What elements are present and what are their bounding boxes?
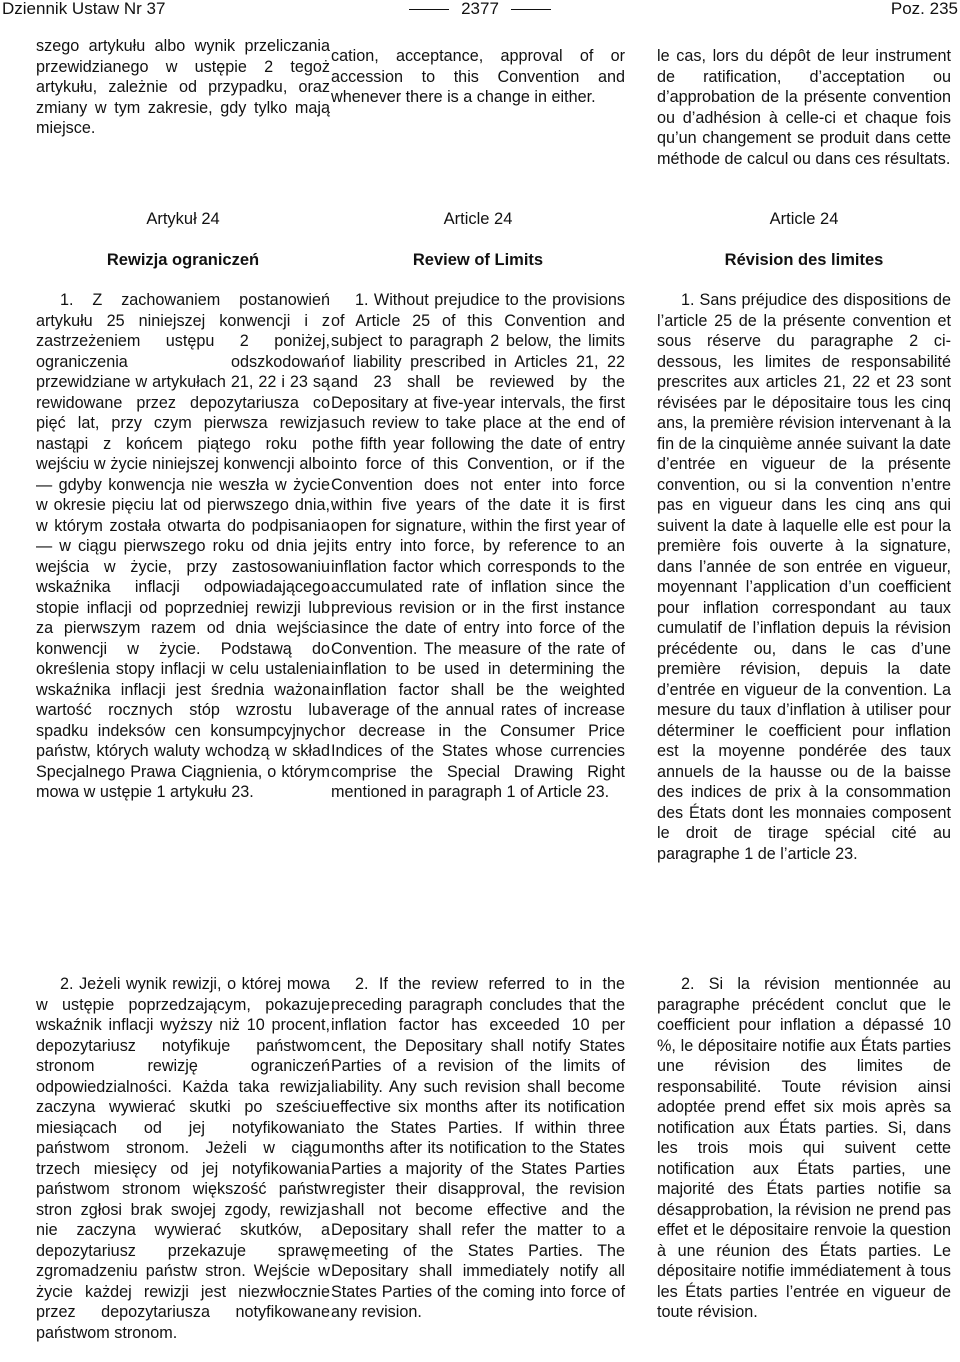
- page-header: [0, 0, 960, 22]
- page-number: [0, 0, 960, 20]
- journal-title: Dziennik Ustaw Nr 37: [2, 0, 166, 18]
- article-heading: Article 24: [443, 210, 513, 228]
- paragraph-2: 2. If the review referred to in the preceding paragraph concludes that the inflation factor has exceeded 10 per cent, the Depositary shall notify States Parties of a revision of the limits of liability. Any such revision shall become effective six months after its notification to the States Parties. If within three months after its notification to the States Parties a majority of the States Parties register their disapproval, the revision shall not become effective and the Depositary shall refer the matter to a meeting of the States Parties. The Depositary shall immediately notify all States Parties of the coming into force of any revision.: [331, 975, 625, 1321]
- article-title: Review of Limits: [412, 251, 544, 269]
- intro-paragraph: szego artykułu albo wynik przeliczania przewidzianego w ustępie 2 tegoż artykułu, zależnie od przypadku, oraz zmiany w tym zakresie, gdy tylko mają miejsce.: [36, 37, 330, 137]
- right-rule: [511, 9, 551, 10]
- article-title: Rewizja ograniczeń: [106, 251, 260, 269]
- paragraph-1: 1. Without prejudice to the provisions of Article 25 of this Convention and subject to paragraph 2 below, the limits of liability prescribed in Articles 21, 22 and 23 shall be reviewed by the Depositary at five-year intervals, the first such review to take place at the end of the fifth year following the date of entry into force of this Convention, or if the Convention does not enter into force within five years of the date it is first open for signature, within the first year of its entry into force, by reference to an inflation factor which corresponds to the accumulated rate of inflation since the previous revision or in the first instance since the date of entry into force of the Convention. The measure of the rate of inflation to be used in determining the inflation factor shall be the weighted average of the annual rates of increase or decrease in the Consumer Price Indices of the States whose currencies comprise the Special Drawing Right mentioned in paragraph 1 of Article 23.: [331, 291, 625, 801]
- paragraph-1: 1. Z zachowaniem postanowień artykułu 25 niniejszej konwencji i z zastrzeżeniem ustępu 2 poniżej, ograniczenia odszkodowań przewidziane w artykułach 21, 22 i 23 są rewidowane przez depozytariusza co pięć lat, przy czym pierwsza rewizja nastąpi z końcem piątego roku po wejściu w życie niniejszej konwencji albo — gdyby konwencja nie weszła w życie w okresie pięciu lat od pierwszego dnia, w którym została otwarta do podpisania — w ciągu pierwszego roku od dnia jej wejścia w życie, przy zastosowaniu wskaźnika inflacji odpowiadającego stopie inflacji od poprzedniej rewizji lub za pierwszym razem od dnia wejścia konwencji w życie. Podstawą do określenia stopy inflacji w celu ustalenia wskaźnika inflacji jest średnia ważona wartość rocznych stóp wzrostu lub spadku indeksów cen konsumpcyjnych państw, których waluty wchodzą w skład Specjalnego Prawa Ciągnienia, o którym mowa w ustępie 1 artykułu 23.: [36, 291, 330, 801]
- position-number: Poz. 235: [890, 0, 958, 18]
- article-title: Révision des limites: [724, 251, 884, 269]
- paragraph-1: 1. Sans préjudice des dispositions de l’article 25 de la présente convention et sous réserve du paragraphe 2 ci-dessous, les limites de responsabilité prescrites aux articles 21, 22 et 23 sont révisées par le dépositaire tous les cinq ans, la première révision intervenant à la fin de la cinquième année suivant la date d’entrée en vigueur de la présente convention, ou si la convention n’entre pas en vigueur dans les cinq ans qui suivent la date à laquelle elle est pour la première fois ouverte à la signature, dans l’année de son entrée en vigueur, moyennant l’application d’un coefficient pour inflation correspondant au taux cumulatif de l’inflation depuis la révision précédente ou, dans le cas d’une première révision, depuis la date d’entrée en vigueur de la convention. La mesure du taux d’inflation à utiliser pour déterminer le coefficient pour inflation est la moyenne pondérée des taux annuels de la hausse ou de la baisse des indices de prix à la consommation des États dont les monnaies composent le droit de tirage spécial cité au paragraphe 1 de l’article 23.: [657, 291, 951, 863]
- left-rule: [409, 9, 449, 10]
- article-heading: Artykuł 24: [146, 210, 220, 228]
- paragraph-2: 2. Jeżeli wynik rewizji, o której mowa w ustępie poprzedzającym, pokazuje wskaźnik inflacji wyższy niż 10 procent, depozytariusz notyfikuje państwom stronom rewizję ograniczeń odpowiedzialności. Każda taka rewizja zaczyna wywierać skutki po sześciu miesiącach od jej notyfikowania państwom stronom. Jeżeli w ciągu trzech miesięcy od jej notyfikowania państwom stronom większość państw stron zgłosi brak swojej zgody, rewizja nie zaczyna wywierać skutków, a depozytariusz przekazuje sprawę zgromadzeniu państw stron. Wejście w życie każdej rewizji jest niezwłocznie przez depozytariusza notyfikowane państwom stronom.: [36, 975, 330, 1342]
- intro-paragraph: le cas, lors du dépôt de leur instrument de ratification, d’acceptation ou d’approbation de la présente convention ou d’adhésion à celle-ci et chaque fois qu’un changement se produit dans cette méthode de calcul ou dans ces résultats.: [657, 47, 951, 168]
- page-number-text: 2377: [461, 0, 499, 18]
- article-heading: Article 24: [769, 210, 839, 228]
- intro-paragraph: cation, acceptance, approval of or accession to this Convention and whenever there is a change in either.: [331, 47, 625, 106]
- paragraph-2: 2. Si la révision mentionnée au paragraphe précédent conclut que le coefficient pour inflation a dépassé 10 %, le dépositaire notifie aux États parties une révision des limites de responsabilité. Toute révision ainsi adoptée prend effet six mois après sa notification aux États parties. Si, dans les trois mois qui suivent cette notification aux États parties, une majorité des États parties notifie sa désapprobation, la révision ne prend pas effet et le dépositaire renvoie la question à une réunion des États parties. Le dépositaire notifie immédiatement à tous les États parties l’entrée en vigueur de toute révision.: [657, 975, 951, 1321]
